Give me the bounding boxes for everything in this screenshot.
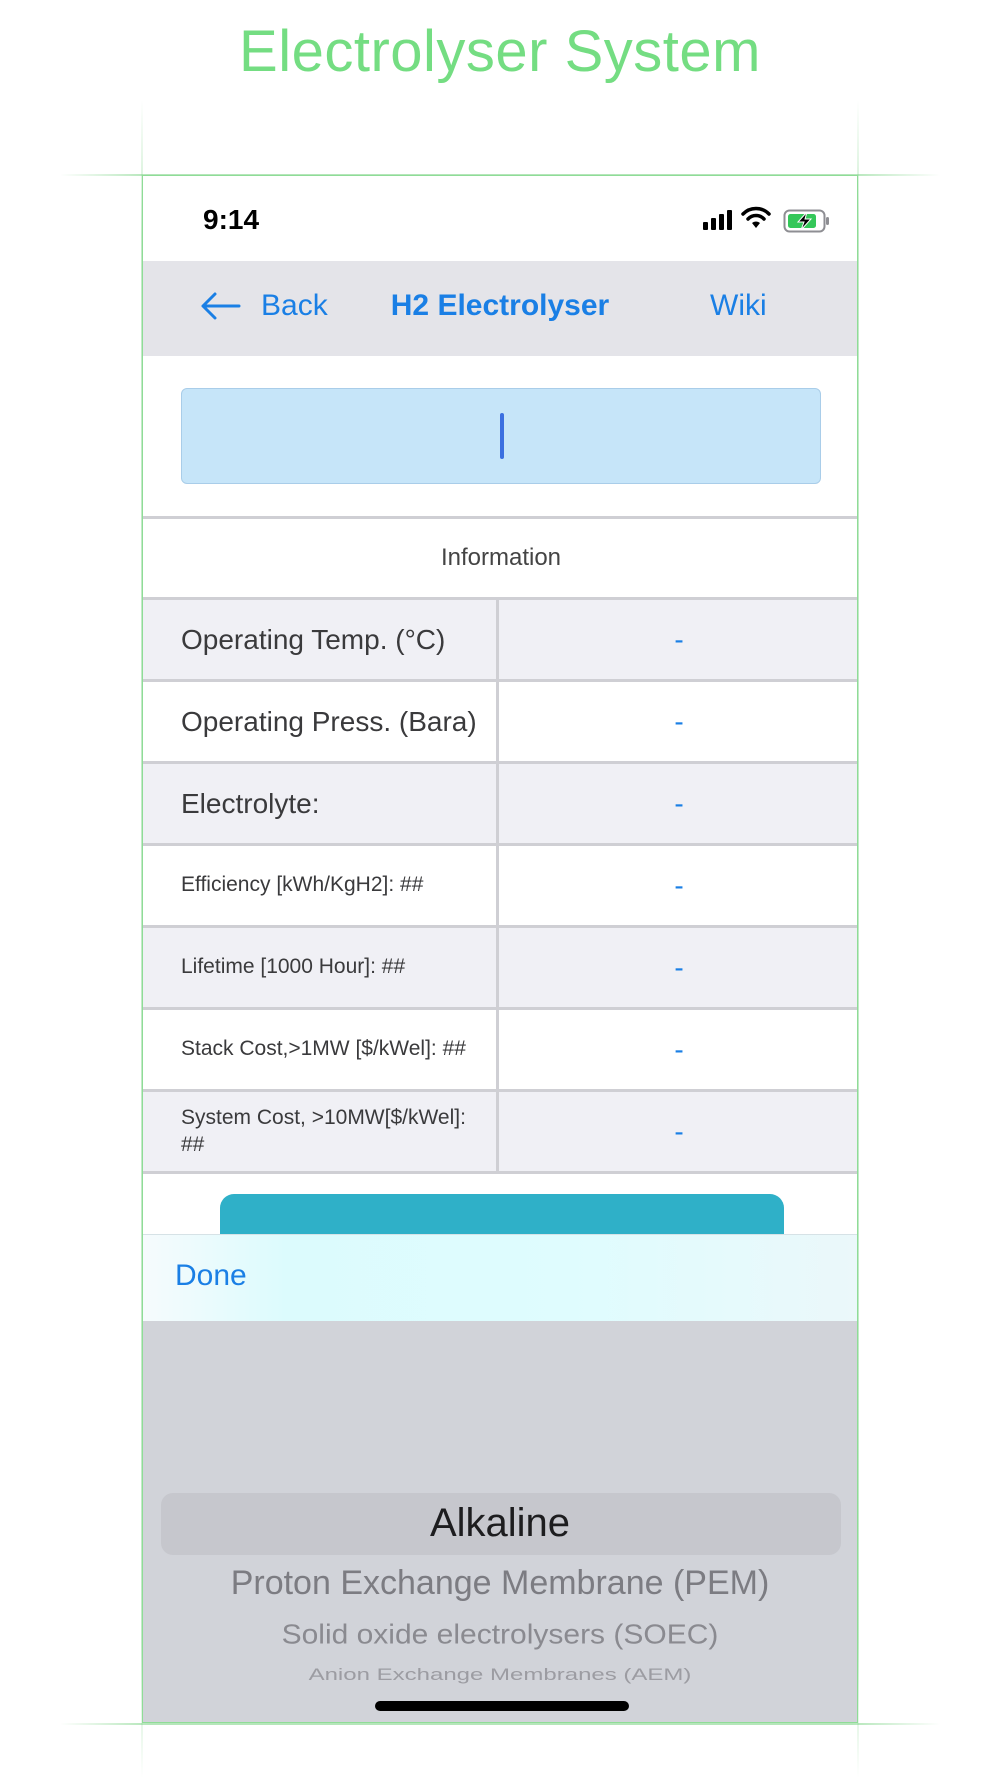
home-indicator[interactable] [375, 1701, 629, 1711]
wifi-icon [741, 206, 771, 230]
table-row [143, 1010, 858, 1092]
nav-bar [143, 261, 857, 356]
done-button[interactable]: Done [175, 1259, 247, 1292]
row-value: - [674, 705, 684, 737]
electrolyser-type-input[interactable] [181, 388, 821, 484]
information-header: Information [143, 516, 858, 600]
table-row [143, 600, 858, 682]
row-value: - [674, 869, 684, 901]
picker-toolbar [143, 1234, 857, 1322]
picker-wheel[interactable] [143, 1321, 857, 1723]
battery-charging-icon [783, 209, 831, 233]
table-row [143, 764, 858, 846]
page-title: Electrolyser System [239, 19, 761, 84]
status-bar [143, 176, 857, 261]
nav-title: H2 Electrolyser [390, 289, 610, 322]
picker-option-selected[interactable]: Alkaline [429, 1501, 571, 1545]
row-label: Electrolyte: [143, 764, 499, 843]
row-label: Operating Press. (Bara) [143, 682, 499, 761]
row-value: - [674, 951, 684, 983]
row-label: Lifetime [1000 Hour]: ## [143, 928, 499, 1007]
row-label: Efficiency [kWh/KgH2]: ## [143, 846, 499, 925]
picker-option[interactable]: Solid oxide electrolysers (SOEC) [281, 1619, 719, 1650]
row-value: - [674, 623, 684, 655]
table-row [143, 846, 858, 928]
row-value: - [674, 1033, 684, 1065]
row-label: Stack Cost,>1MW [$/kWel]: ## [143, 1010, 499, 1089]
back-label: Back [261, 289, 328, 322]
information-table [143, 516, 858, 1174]
table-row [143, 928, 858, 1010]
table-row [143, 1092, 858, 1174]
picker-option[interactable]: Anion Exchange Membranes (AEM) [308, 1665, 692, 1685]
phone-screen [142, 175, 858, 1723]
frame-guide-bottom [60, 1723, 940, 1725]
row-label: Operating Temp. (°C) [143, 600, 499, 679]
cellular-signal-icon [703, 210, 732, 230]
row-label: System Cost, >10MW[$/kWel]: ## [143, 1092, 499, 1171]
table-row [143, 682, 858, 764]
status-time: 9:14 [203, 204, 260, 235]
row-value: - [674, 787, 684, 819]
text-cursor [500, 413, 504, 459]
picker-option[interactable]: Proton Exchange Membrane (PEM) [230, 1564, 770, 1602]
wiki-button[interactable]: Wiki [710, 289, 767, 322]
row-value: - [674, 1115, 684, 1147]
